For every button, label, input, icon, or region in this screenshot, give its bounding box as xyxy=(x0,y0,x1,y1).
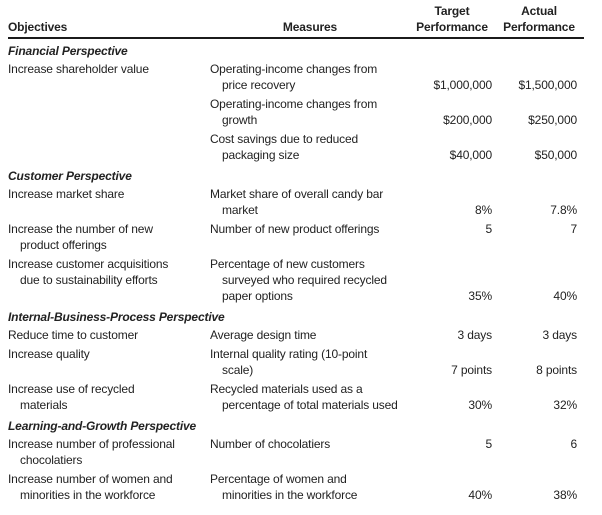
measure-text-line: Internal quality rating (10-point xyxy=(210,347,368,361)
column-header-actual-performance: Actual Performance xyxy=(503,4,575,34)
measure-cell xyxy=(210,471,410,503)
table-row xyxy=(8,59,584,94)
measure-text-line: Percentage of women and xyxy=(210,472,347,486)
section-title: Financial Perspective xyxy=(8,44,128,58)
measure-group xyxy=(210,327,584,343)
measure-text-line: surveyed who required recycled xyxy=(222,273,387,287)
objective-text-line: Reduce time to customer xyxy=(8,328,138,342)
measure-text-line: growth xyxy=(222,113,258,127)
section-title: Customer Perspective xyxy=(8,169,132,183)
objective-cell xyxy=(8,381,210,413)
measure-group xyxy=(210,256,584,304)
objective-text-line: chocolatiers xyxy=(20,453,83,467)
target-performance-value: $1,000,000 xyxy=(433,78,492,92)
measure-cell xyxy=(210,381,410,413)
measure-group xyxy=(210,381,584,413)
objective-text-line: Increase the number of new xyxy=(8,222,153,236)
objective-cell xyxy=(8,471,210,503)
measure-text-line: Number of chocolatiers xyxy=(210,437,331,451)
actual-performance-value: 3 days xyxy=(542,328,577,342)
measure-text-line: percentage of total materials used xyxy=(222,398,398,412)
measure-text-line: Cost savings due to reduced xyxy=(210,132,359,146)
measure-cell xyxy=(210,327,410,343)
measure-group xyxy=(210,131,584,163)
objective-text-line: due to sustainability efforts xyxy=(20,273,158,287)
table-row xyxy=(8,94,584,129)
measure-text-line: paper options xyxy=(222,289,293,303)
measure-cell xyxy=(210,131,410,163)
actual-performance-value: 38% xyxy=(553,488,577,502)
section-title: Internal-Business-Process Perspective xyxy=(8,310,225,324)
objective-text-line: Increase market share xyxy=(8,187,125,201)
measure-text-line: packaging size xyxy=(222,148,300,162)
column-header-measures: Measures xyxy=(282,20,338,34)
target-performance-value: $40,000 xyxy=(449,148,492,162)
measure-text-line: scale) xyxy=(222,363,254,377)
target-performance-value: 8% xyxy=(474,203,492,217)
measure-cell xyxy=(210,61,410,93)
table-row xyxy=(8,344,584,379)
objective-cell xyxy=(8,346,210,362)
measure-text-line: price recovery xyxy=(222,78,296,92)
measure-cell xyxy=(210,96,410,128)
target-performance-value: $200,000 xyxy=(443,113,492,127)
balanced-scorecard-table xyxy=(8,3,584,504)
target-performance-value: 30% xyxy=(468,398,492,412)
measure-text-line: Operating-income changes from xyxy=(210,62,378,76)
measure-group xyxy=(210,96,584,128)
actual-performance-value: 7 xyxy=(570,222,577,236)
objective-text-line: Increase use of recycled xyxy=(8,382,135,396)
measure-group xyxy=(210,471,584,503)
actual-performance-value: $250,000 xyxy=(528,113,577,127)
measure-cell xyxy=(210,346,410,378)
objective-cell xyxy=(8,221,210,253)
actual-performance-value: 7.8% xyxy=(550,203,577,217)
actual-performance-value: $1,500,000 xyxy=(518,78,577,92)
objective-text-line: Increase shareholder value xyxy=(8,62,149,76)
column-header-target-performance: Target Performance xyxy=(416,4,488,34)
measure-group xyxy=(210,221,584,237)
target-performance-value: 7 points xyxy=(451,363,492,377)
table-row xyxy=(8,184,584,219)
objective-cell xyxy=(8,256,210,288)
objective-text-line: Increase number of professional xyxy=(8,437,175,451)
measure-text-line: Recycled materials used as a xyxy=(210,382,363,396)
table-row xyxy=(8,434,584,469)
actual-performance-value: $50,000 xyxy=(534,148,577,162)
table-row xyxy=(8,325,584,344)
target-performance-value: 40% xyxy=(468,488,492,502)
measure-text-line: minorities in the workforce xyxy=(222,488,358,502)
measure-cell xyxy=(210,256,410,304)
table-row xyxy=(8,219,584,254)
measure-text-line: market xyxy=(222,203,258,217)
table-row xyxy=(8,469,584,504)
table-row xyxy=(8,379,584,414)
actual-performance-value: 40% xyxy=(553,289,577,303)
target-performance-value: 3 days xyxy=(457,328,492,342)
target-performance-value: 5 xyxy=(485,437,492,451)
measure-text-line: Percentage of new customers xyxy=(210,257,365,271)
objective-text-line: Increase quality xyxy=(8,347,90,361)
objective-text-line: Increase customer acquisitions xyxy=(8,257,169,271)
objective-text-line: materials xyxy=(20,398,68,412)
measure-text-line: Market share of overall candy bar xyxy=(210,187,384,201)
objective-text-line: minorities in the workforce xyxy=(20,488,156,502)
measure-text-line: Operating-income changes from xyxy=(210,97,378,111)
actual-performance-value: 8 points xyxy=(536,363,577,377)
objective-text-line: product offerings xyxy=(20,238,107,252)
target-performance-value: 35% xyxy=(468,289,492,303)
objective-cell xyxy=(8,436,210,468)
measure-cell xyxy=(210,436,410,452)
measure-cell xyxy=(210,186,410,218)
table-row xyxy=(8,254,584,305)
objective-cell xyxy=(8,61,210,77)
target-performance-value: 5 xyxy=(485,222,492,236)
measure-group xyxy=(210,346,584,378)
actual-performance-value: 32% xyxy=(553,398,577,412)
objective-cell xyxy=(8,327,210,343)
actual-performance-value: 6 xyxy=(570,437,577,451)
table-body xyxy=(8,39,584,504)
objective-cell xyxy=(8,186,210,202)
measure-text-line: Number of new product offerings xyxy=(210,222,380,236)
measure-text-line: Average design time xyxy=(210,328,317,342)
table-row xyxy=(8,129,584,164)
table-header-row xyxy=(8,3,584,39)
measure-group xyxy=(210,436,584,452)
measure-group xyxy=(210,186,584,218)
section-title: Learning-and-Growth Perspective xyxy=(8,419,197,433)
measure-group xyxy=(210,61,584,93)
column-header-objectives: Objectives xyxy=(8,20,68,34)
measure-cell xyxy=(210,221,410,237)
objective-text-line: Increase number of women and xyxy=(8,472,173,486)
